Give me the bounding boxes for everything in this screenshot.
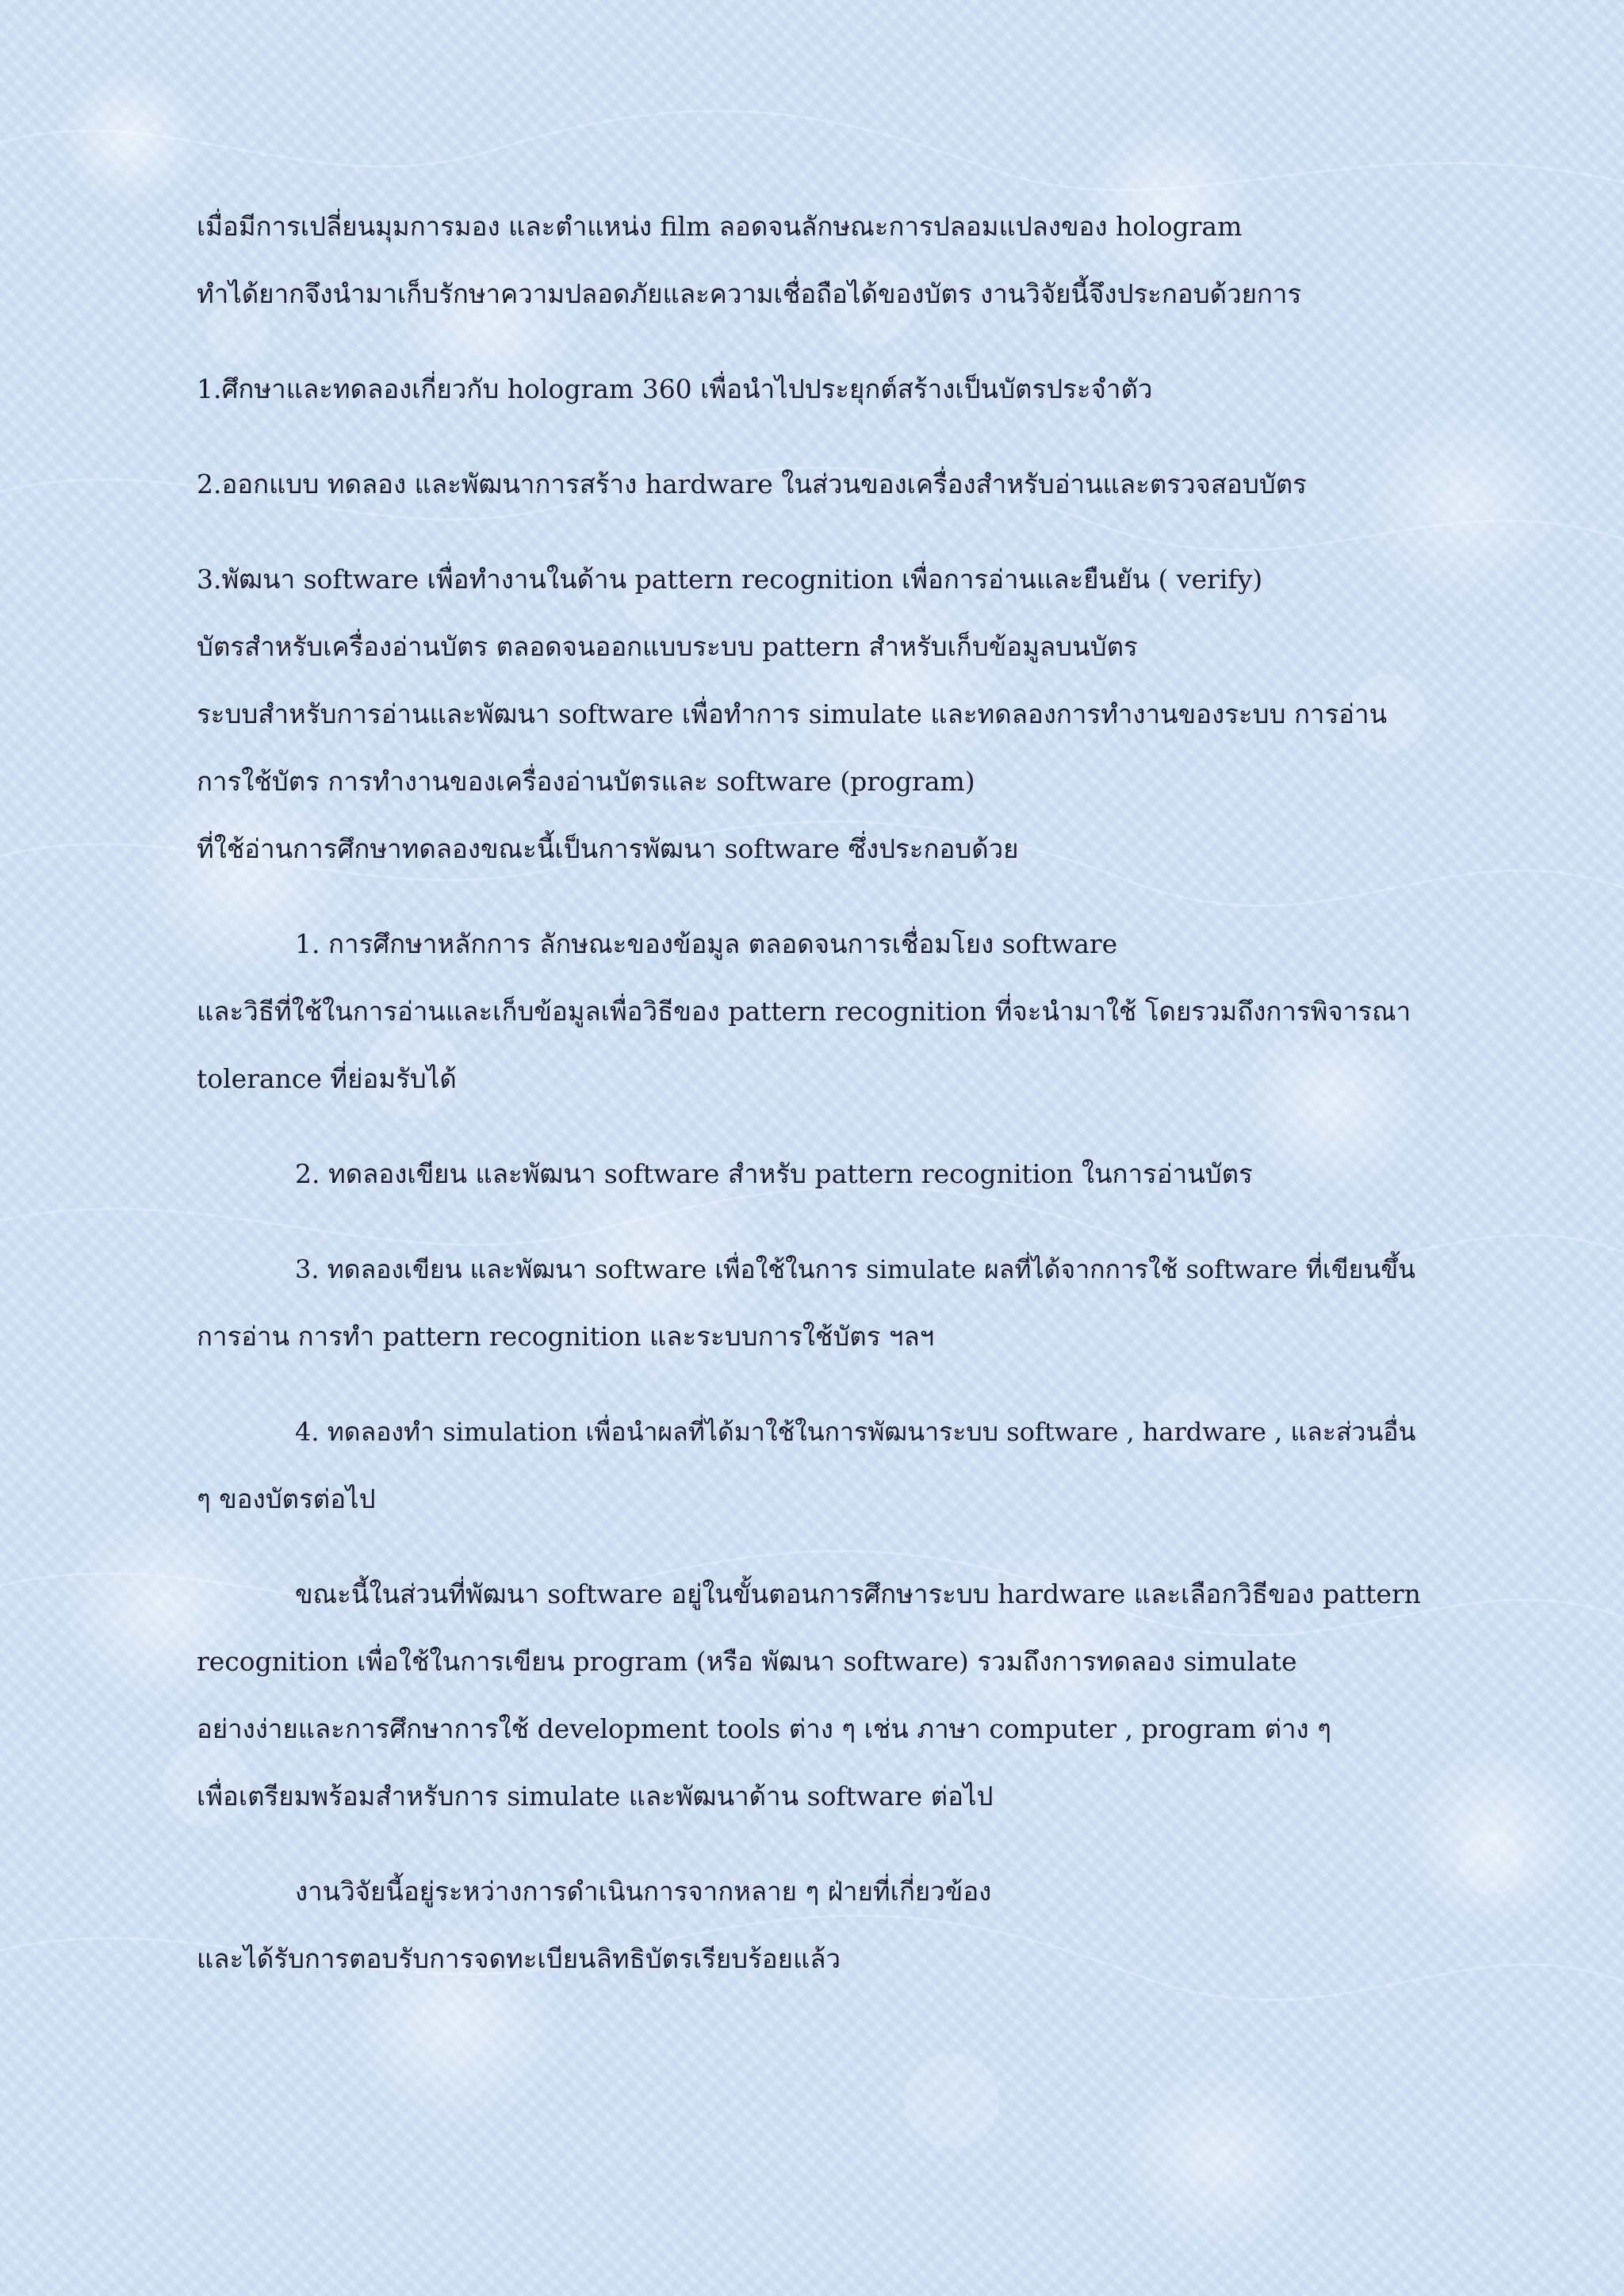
document-body: [197, 205, 1434, 2004]
list-item: 2. ทดลองเขียน และพัฒนา software สำหรับ pattern recognition ในการอ่านบัตร: [295, 1158, 1253, 1189]
list-item: 3.พัฒนา software เพื่อทำงานในด้าน pattern recognition เพื่อการอ่านและยืนยัน ( verify): [197, 564, 1263, 595]
text-line: การใช้บัตร การทำงานของเครื่องอ่านบัตรและ software (program): [197, 766, 975, 797]
text-line: และวิธีที่ใช้ในการอ่านและเก็บข้อมูลเพื่อวิธีของ pattern recognition ที่จะนำมาใช้ โดยรวมถึงการพิจารณา: [197, 996, 1411, 1027]
text-line: อย่างง่ายและการศึกษาการใช้ development tools ต่าง ๆ เช่น ภาษา computer , program ต่าง ๆ: [197, 1713, 1331, 1744]
text-line: เมื่อมีการเปลี่ยนมุมการมอง และตำแหน่ง film ลอดจนลักษณะการปลอมแปลงของ hologram: [197, 211, 1243, 242]
text-line: ทำได้ยากจึงนำมาเก็บรักษาความปลอดภัยและความเชื่อถือได้ของบัตร งานวิจัยนี้จึงประกอบด้วยการ: [197, 278, 1302, 309]
text-line: และได้รับการตอบรับการจดทะเบียนลิทธิบัตรเรียบร้อยแล้ว: [197, 1943, 841, 1974]
list-item: 4. ทดลองทำ simulation เพื่อนำผลที่ได้มาใช้ในการพัฒนาระบบ software , hardware , และส่วนอื่น: [295, 1417, 1416, 1447]
text-line: ๆ ของบัตรต่อไป: [197, 1483, 376, 1514]
list-item: 3. ทดลองเขียน และพัฒนา software เพื่อใช้ในการ simulate ผลที่ได้จากการใช้ software ที่เขียนขึ้น: [295, 1254, 1416, 1284]
text-line: บัตรสำหรับเครื่องอ่านบัตร ตลอดจนออกแบบระบบ pattern สำหรับเก็บข้อมูลบนบัตร: [197, 631, 1138, 662]
text-line: เพื่อเตรียมพร้อมสำหรับการ simulate และพัฒนาด้าน software ต่อไป: [197, 1781, 994, 1812]
text-line: ที่ใช้อ่านการศึกษาทดลองขณะนี้เป็นการพัฒนา software ซึ่งประกอบด้วย: [197, 833, 1019, 864]
list-item: 1.ศึกษาและทดลองเกี่ยวกับ hologram 360 เพื่อนำไปประยุกต์สร้างเป็นบัตรประจำตัว: [197, 373, 1153, 404]
text-line: recognition เพื่อใช้ในการเขียน program (หรือ พัฒนา software) รวมถึงการทดลอง simulate: [197, 1646, 1297, 1677]
paragraph-line: งานวิจัยนี้อยู่ระหว่างการดำเนินการจากหลาย ๆ ฝ่ายที่เกี่ยวข้อง: [295, 1876, 992, 1907]
text-line: tolerance ที่ย่อมรับได้: [197, 1063, 457, 1094]
text-line: ระบบสำหรับการอ่านและพัฒนา software เพื่อทำการ simulate และทดลองการทำงานของระบบ การอ่าน: [197, 698, 1388, 729]
list-item: 1. การศึกษาหลักการ ลักษณะของข้อมูล ตลอดจนการเชื่อมโยง software: [295, 928, 1118, 959]
list-item: 2.ออกแบบ ทดลอง และพัฒนาการสร้าง hardware ในส่วนของเครื่องสำหรับอ่านและตรวจสอบบัตร: [197, 469, 1307, 499]
text-line: การอ่าน การทำ pattern recognition และระบบการใช้บัตร ฯลฯ: [197, 1321, 935, 1352]
paragraph-line: ขณะนี้ในส่วนที่พัฒนา software อยู่ในขั้นตอนการศึกษาระบบ hardware และเลือกวิธีของ pattern: [295, 1578, 1421, 1609]
